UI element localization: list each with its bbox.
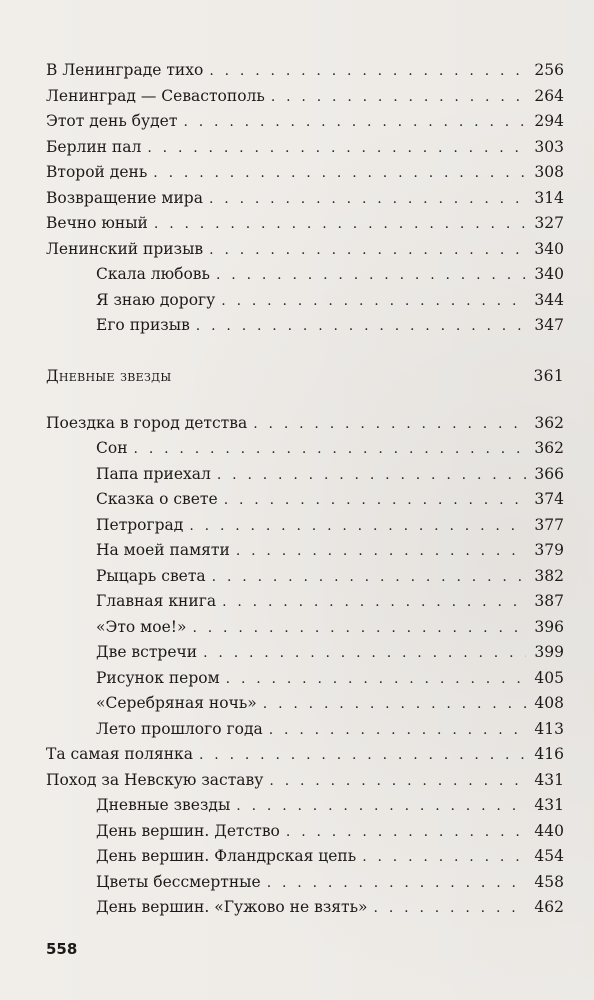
toc-entry-title: Я знаю дорогу (96, 290, 216, 309)
dot-leader (192, 616, 526, 642)
toc-entry (46, 870, 564, 896)
toc-entry (46, 436, 564, 462)
toc-entry-title: Вечно юный (46, 214, 148, 232)
toc-entry (46, 768, 564, 794)
toc-entry-page: 361 (533, 366, 564, 385)
toc-entry-page: 454 (534, 847, 564, 865)
dot-leader (253, 412, 526, 438)
toc-entry-page: 366 (534, 464, 564, 483)
toc-entry (46, 640, 564, 666)
dot-leader (362, 845, 526, 871)
toc-entry-page: 362 (534, 439, 564, 457)
toc-entry-page: 344 (534, 290, 564, 309)
toc-entry-title: День вершин. Фландрская цепь (96, 847, 357, 865)
toc-entry-page: 362 (534, 413, 564, 432)
dot-leader (267, 871, 526, 897)
dot-leader (199, 743, 526, 769)
toc-entry-page: 379 (534, 541, 564, 559)
dot-leader (286, 820, 526, 846)
dot-leader (147, 136, 526, 162)
dot-leader (374, 896, 526, 922)
toc-entry (46, 564, 564, 590)
toc-entry (46, 615, 564, 641)
toc-entry-title: Сказка о свете (96, 490, 218, 508)
dot-leader (221, 289, 526, 315)
toc-entry (46, 819, 564, 845)
toc-entry-page: 377 (534, 515, 564, 534)
toc-entry-page: 416 (534, 745, 564, 763)
toc-entry-title: На моей памяти (96, 541, 230, 559)
toc-entry-title: Поход за Невскую заставу (46, 770, 264, 789)
dot-leader (271, 85, 526, 111)
toc-entry-title: Второй день (46, 163, 148, 181)
toc-entry-page: 256 (534, 61, 564, 79)
toc-entry-title: Папа приехал (96, 464, 211, 483)
toc-entry (46, 844, 564, 870)
toc-entry-title: Поездка в город детства (46, 413, 248, 432)
dot-leader (236, 794, 526, 820)
dot-leader (209, 59, 526, 85)
toc-entry-page: 431 (534, 770, 564, 789)
toc-entry-page: 264 (534, 86, 564, 105)
toc-entry-page: 294 (534, 112, 564, 130)
dot-leader (209, 187, 526, 213)
toc-entry-page: 399 (534, 643, 564, 661)
dot-leader (263, 692, 526, 718)
dot-leader (226, 667, 526, 693)
toc-entry (46, 895, 564, 921)
toc-entry (46, 186, 564, 212)
toc-entry-page: 303 (534, 137, 564, 156)
toc-entry (46, 742, 564, 768)
toc-entry (46, 313, 564, 339)
toc-entry (46, 589, 564, 615)
page-number: 558 (46, 940, 78, 958)
toc-entry (46, 462, 564, 488)
dot-leader (153, 161, 526, 187)
toc-entry-title: Петроград (96, 515, 184, 534)
toc-entry (46, 288, 564, 314)
toc-entry (46, 717, 564, 743)
toc-entry-page: 308 (534, 163, 564, 181)
toc-entry (46, 237, 564, 263)
toc-entry-title: Возвращение мира (46, 188, 203, 207)
toc-entry-page: 462 (534, 898, 564, 916)
toc-entry-title: Две встречи (96, 643, 198, 661)
toc-entry (46, 58, 564, 84)
toc-entry-page: 340 (534, 239, 564, 258)
toc-entry-page: 347 (534, 316, 564, 334)
toc-entry (46, 691, 564, 717)
toc-entry-title: Дневные звезды (96, 796, 231, 814)
dot-leader (269, 769, 526, 795)
toc-entry-page: 405 (534, 668, 564, 687)
toc-entry-title: День вершин. «Гужово не взять» (96, 898, 368, 916)
dot-leader (196, 314, 526, 340)
toc-entry-title: Рисунок пером (96, 668, 220, 687)
dot-leader (212, 565, 526, 591)
toc-entry (46, 160, 564, 186)
toc-entry-title: Этот день будет (46, 112, 178, 130)
toc-entry-page: 382 (534, 566, 564, 585)
toc-entry-title: Главная книга (96, 592, 217, 610)
toc-entry (46, 513, 564, 539)
dot-leader (209, 238, 526, 264)
toc-entry-page: 440 (534, 821, 564, 840)
dot-leader (236, 539, 526, 565)
toc-entry-page: 413 (534, 719, 564, 738)
toc-entry-title: «Это мое!» (96, 617, 187, 636)
toc-entry (46, 666, 564, 692)
dot-leader (154, 212, 526, 238)
toc-entry-page: 396 (534, 617, 564, 636)
toc-entry-page: 408 (534, 694, 564, 712)
dot-leader (222, 590, 526, 616)
toc-entry-title: Цветы бессмертные (96, 872, 261, 891)
toc-entry-title: Ленинский призыв (46, 239, 204, 258)
toc-entry (46, 109, 564, 135)
toc-entry-title: Сон (96, 439, 128, 457)
toc-entry-title: Ленинград — Севастополь (46, 86, 265, 105)
dot-leader (216, 263, 526, 289)
toc-entry-page: 387 (534, 592, 564, 610)
dot-leader (183, 110, 526, 136)
toc-entry (46, 211, 564, 237)
toc-entry (46, 487, 564, 513)
toc-entry-title: Лето прошлого года (96, 719, 263, 738)
toc-entry-page: 458 (534, 872, 564, 891)
table-of-contents (46, 58, 564, 921)
toc-entry (46, 135, 564, 161)
toc-entry-title: Рыцарь света (96, 566, 206, 585)
dot-leader (203, 641, 526, 667)
toc-entry-title: Его призыв (96, 316, 190, 334)
toc-entry-page: 374 (534, 490, 564, 508)
toc-entry-title: День вершин. Детство (96, 821, 280, 840)
toc-entry-title: Берлин пал (46, 137, 142, 156)
dot-leader (269, 718, 526, 744)
toc-entry-page: 431 (534, 796, 564, 814)
toc-entry (46, 538, 564, 564)
toc-entry-page: 314 (534, 188, 564, 207)
toc-entry (46, 262, 564, 288)
toc-entry-page: 340 (534, 265, 564, 283)
dot-leader (224, 488, 526, 514)
toc-entry (46, 84, 564, 110)
dot-leader (217, 463, 526, 489)
toc-entry-title: Та самая полянка (46, 745, 193, 763)
toc-entry-title: В Ленинграде тихо (46, 61, 204, 79)
toc-entry-title: Дневные звезды (46, 366, 172, 385)
dot-leader (189, 514, 526, 540)
toc-section-heading (46, 359, 564, 393)
toc-entry-title: «Серебряная ночь» (96, 694, 257, 712)
toc-entry-title: Скала любовь (96, 265, 210, 283)
dot-leader (134, 437, 526, 463)
toc-entry-page: 327 (534, 214, 564, 232)
toc-entry (46, 411, 564, 437)
toc-entry (46, 793, 564, 819)
